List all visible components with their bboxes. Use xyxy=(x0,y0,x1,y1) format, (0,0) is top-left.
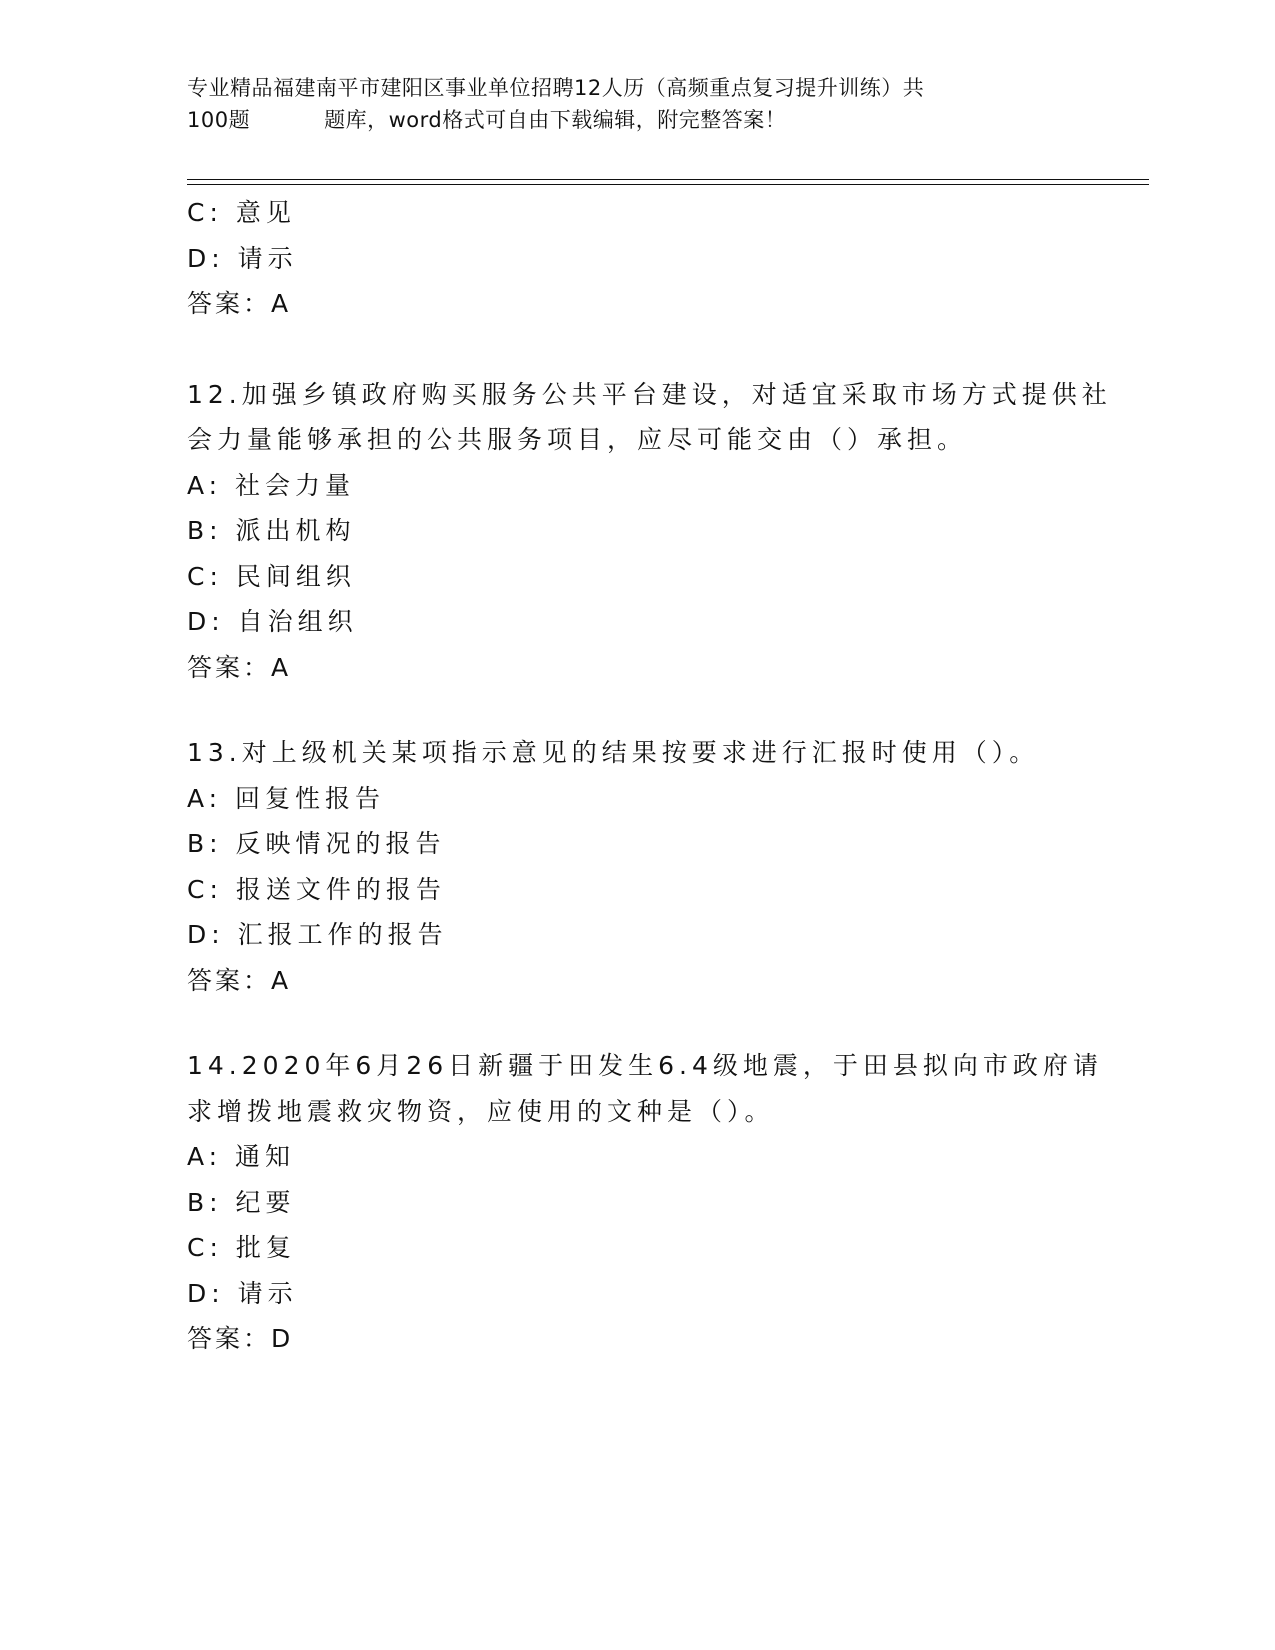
answer-value: A xyxy=(271,652,294,682)
option-d: D: 自治组织 xyxy=(187,607,358,636)
option-b: B: 纪要 xyxy=(187,1187,296,1217)
answer-value: A xyxy=(271,965,294,995)
option-d: D: 请示 xyxy=(187,243,298,273)
document-body xyxy=(187,190,1112,1362)
answer-line: 答案：A xyxy=(187,289,294,318)
header-title-line-1: 专业精品福建南平市建阳区事业单位招聘12人历（高频重点复习提升训练）共 xyxy=(187,76,925,100)
option-c: C: 民间组织 xyxy=(187,561,356,591)
previous-question-tail xyxy=(187,190,1087,327)
answer-line: 答案：A xyxy=(187,965,294,995)
question-stem-line: 求增拨地震救灾物资，应使用的文种是（）。 xyxy=(187,1096,775,1126)
question-stem-line: 14.2020年6月26日新疆于田发生6.4级地震，于田县拟向市政府请 xyxy=(187,1051,1103,1080)
answer-line: 答案：A xyxy=(187,652,294,682)
question-13 xyxy=(187,730,1087,1003)
answer-line: 答案：D xyxy=(187,1324,296,1353)
option-b: B: 反映情况的报告 xyxy=(187,829,446,858)
option-d: D: 汇报工作的报告 xyxy=(187,920,448,949)
page-header xyxy=(187,72,1057,136)
option-c: C: 意见 xyxy=(187,198,296,227)
option-d: D: 请示 xyxy=(187,1278,298,1308)
header-question-count: 100题 xyxy=(187,108,251,132)
option-c: C: 批复 xyxy=(187,1233,296,1262)
option-b: B: 派出机构 xyxy=(187,516,356,545)
question-14 xyxy=(187,1043,1103,1362)
question-12 xyxy=(187,372,1112,691)
option-a: A: 回复性报告 xyxy=(187,783,386,813)
question-stem-line: 13.对上级机关某项指示意见的结果按要求进行汇报时使用（）。 xyxy=(187,738,1040,767)
answer-value: A xyxy=(271,289,294,318)
question-stem-line: 会力量能够承担的公共服务项目，应尽可能交由（）承担。 xyxy=(187,425,968,454)
option-a: A: 社会力量 xyxy=(187,470,356,500)
answer-value: D xyxy=(271,1324,296,1353)
option-c: C: 报送文件的报告 xyxy=(187,874,446,904)
question-stem-line: 12.加强乡镇政府购买服务公共平台建设，对适宜采取市场方式提供社 xyxy=(187,379,1112,409)
header-description: 题库，word格式可自由下载编辑，附完整答案！ xyxy=(324,108,787,132)
header-title-line-2 xyxy=(187,104,1057,136)
header-divider xyxy=(187,179,1149,185)
option-a: A: 通知 xyxy=(187,1142,296,1171)
